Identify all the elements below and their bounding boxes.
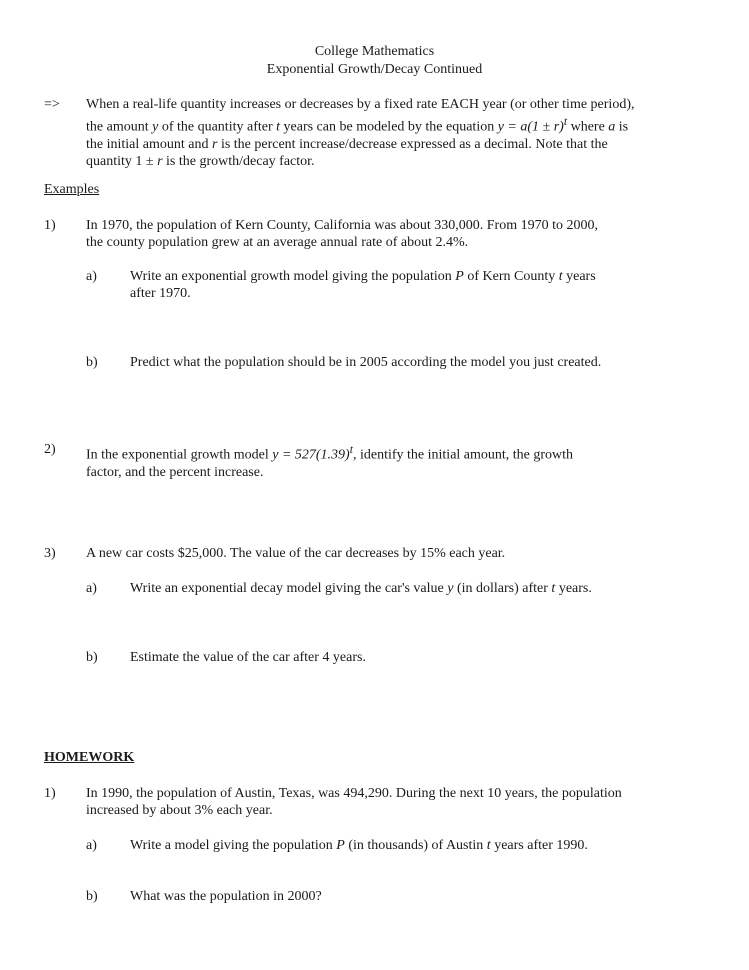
example-1a-text: Write an exponential growth model giving the population P of Kern County t years after 1970.	[130, 269, 596, 301]
intro-line-2: the amount y of the quantity after t years can be modeled by the equation $y = a(1 \pm r)^t$ where a is	[86, 115, 629, 135]
homework-1a-text: Write a model giving the population P (in thousands) of Austin t years after 1990.	[130, 838, 588, 853]
homework-heading: HOMEWORK	[44, 750, 135, 765]
homework-1a-label: a)	[86, 838, 97, 853]
example-2-number: 2)	[44, 442, 56, 457]
intro-line-1: When a real-life quantity increases or decreases by a fixed rate EACH year (or other time period),	[86, 97, 635, 112]
homework-1-text: In 1990, the population of Austin, Texas, was 494,290. During the next 10 years, the population increased by about 3% each year.	[86, 786, 622, 818]
page-subtitle: Exponential Growth/Decay Continued	[266, 62, 483, 77]
example-3a-label: a)	[86, 581, 97, 596]
example-3-text: A new car costs $25,000. The value of the car decreases by 15% each year.	[86, 546, 506, 561]
example-1b-label: b)	[86, 355, 98, 370]
intro-arrow: =>	[44, 97, 60, 112]
intro-line-3: the initial amount and r is the percent increase/decrease expressed as a decimal. Note that the	[86, 136, 608, 152]
example-1b-text: Predict what the population should be in 2005 according the model you just created.	[130, 355, 602, 370]
homework-1-number: 1)	[44, 786, 56, 801]
page-title: College Mathematics	[314, 44, 435, 59]
example-2-text: In the exponential growth model $y = 527(1.39)^t$, identify the initial amount, the growth factor, and the percent increase.	[86, 443, 574, 480]
example-3b-text: Estimate the value of the car after 4 years.	[130, 650, 366, 665]
homework-1b-label: b)	[86, 889, 98, 904]
homework-1b-text: What was the population in 2000?	[130, 889, 322, 904]
example-3-number: 3)	[44, 546, 56, 561]
example-3a-text: Write an exponential decay model giving the car's value y (in dollars) after t years.	[130, 581, 592, 596]
example-1-text: In 1970, the population of Kern County, California was about 330,000. From 1970 to 2000, the county population grew at an average annual rate of about 2.4%.	[86, 218, 598, 250]
examples-heading: Examples	[44, 182, 100, 197]
example-3b-label: b)	[86, 650, 98, 665]
example-1-number: 1)	[44, 218, 56, 233]
intro-paragraph	[86, 96, 706, 170]
example-1a-label: a)	[86, 269, 97, 284]
intro-line-4: quantity 1 ± r is the growth/decay factor.	[86, 153, 315, 169]
